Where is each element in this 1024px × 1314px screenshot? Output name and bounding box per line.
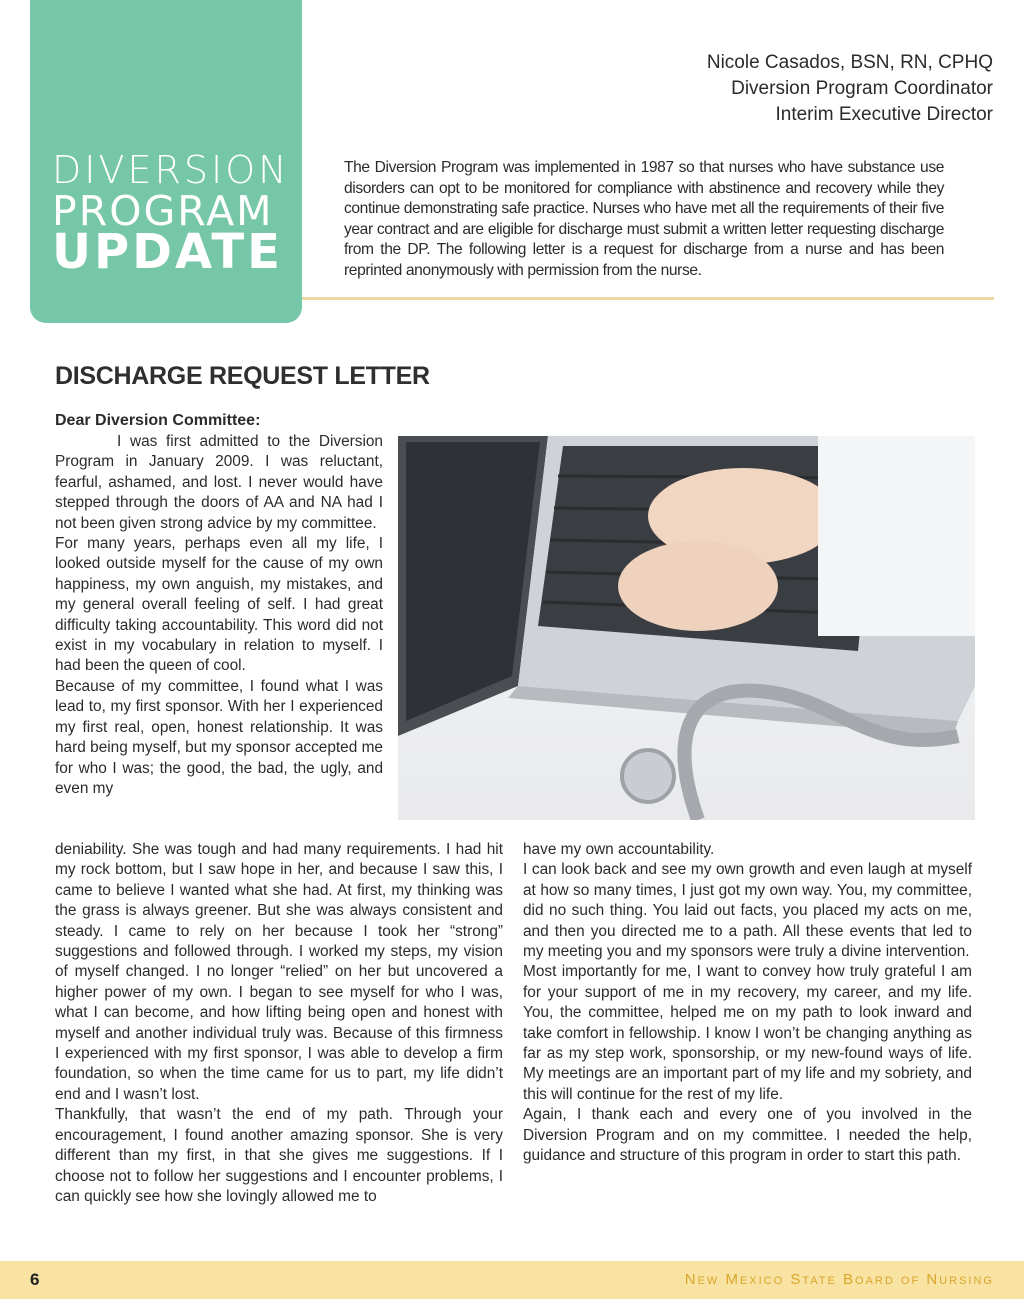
letter-column-top-left xyxy=(55,432,383,799)
laptop-stethoscope-photo xyxy=(398,436,975,820)
salutation: Dear Diversion Committee: xyxy=(55,412,261,429)
paragraph: For many years, perhaps even all my life, I looked outside myself for the cause of my own happiness, my own anguish, my mistakes, and my general overall feeling of self. I had great difficulty taking accountability. This word did not exist in my vocabulary in relation to myself. I had been the queen of cool. xyxy=(55,535,383,675)
author-block xyxy=(707,50,993,128)
paragraph: Again, I thank each and every one of you involved in the Diversion Program and on my committee. I needed the help, guidance and structure of this program in order to start this path. xyxy=(523,1106,972,1165)
paragraph: I was first admitted to the Diversion Program in January 2009. I was reluctant, fearful, ashamed, and lost. I never would have stepped through the doors of AA and NA had I not been given strong advice by my committee. xyxy=(55,433,383,532)
paragraph: Thankfully, that wasn’t the end of my path. Through your encouragement, I found another amazing sponsor. She is very different than my first, in that she gives me suggestions. If I choose not to follow her suggestions and I encounter problems, I can quickly see how she lovingly allowed me to xyxy=(55,1106,503,1205)
paragraph: have my own accountability. xyxy=(523,841,715,858)
banner-line-diversion: DIVERSION xyxy=(52,148,290,192)
stethoscope-chestpiece xyxy=(622,750,674,802)
paragraph: Because of my committee, I found what I was lead to, my first sponsor. With her I experienced my first real, open, honest relationship. It was hard being myself, but my sponsor accepted me for who I was; the good, the bad, the ugly, and even my xyxy=(55,677,383,797)
divider-rule xyxy=(302,297,994,300)
article-heading: DISCHARGE REQUEST LETTER xyxy=(55,362,430,390)
author-title-2: Interim Executive Director xyxy=(775,104,993,125)
page-number: 6 xyxy=(30,1270,40,1289)
photo-illustration xyxy=(398,436,975,820)
coat-sleeve xyxy=(818,436,975,636)
letter-column-right xyxy=(523,840,972,1167)
page-footer xyxy=(0,1261,1024,1299)
banner-line-update: UPDATE xyxy=(52,224,283,280)
section-banner xyxy=(30,0,302,323)
author-title-1: Diversion Program Coordinator xyxy=(731,78,993,99)
publication-name: New Mexico State Board of Nursing xyxy=(684,1271,994,1288)
banner-line-program: PROGRAM xyxy=(52,187,274,235)
hand-lower xyxy=(618,541,778,631)
paragraph: I can look back and see my own growth and even laugh at myself at how so many times, I just got my own way. You, my committee, did no such thing. You laid out facts, you placed my acts on me, and then you directed me to a path. All these events that led to my meeting you and my sponsors were truly a divine intervention. xyxy=(523,861,972,961)
paragraph: Most importantly for me, I want to convey how truly grateful I am for your support of me in my recovery, my career, and my life. You, the committee, helped me on my path to look inward and take comfort in fellowship. I know I won’t be changing anything as far as my step work, sponsorship, or my new-found ways of life. My meetings are an important part of my life and my sobriety, and this will continue for the rest of my life. xyxy=(523,963,972,1103)
letter-column-left xyxy=(55,840,503,1207)
paragraph: deniability. She was tough and had many requirements. I had hit my rock bottom, but I saw hope in her, and because I saw this, I came to believe I wanted what she had. At first, my thinking was the grass is always greener. But she was always consistent and steady. I came to rely on her because I took her “strong” suggestions and followed through. I worked my steps, my vision of myself changed. I no longer “relied” on her but uncovered a higher power of my own. I began to see myself for who I was, what I can become, and how lifting being open and honest with myself and another individual truly was. Because of this firmness I experienced with my first sponsor, I was able to develop a firm foundation, so when the time came for us to part, my life didn’t end and I wasn’t lost. xyxy=(55,841,503,1103)
intro-paragraph: The Diversion Program was implemented in 1987 so that nurses who have substance use disorders can opt to be monitored for compliance with abstinence and recovery while they continue demonstrating safe practice. Nurses who have met all the requirements of their five year contract and are eligible for discharge must submit a written letter requesting discharge from the DP. The following letter is a request for discharge from a nurse and has been reprinted anonymously with permission from the nurse. xyxy=(344,159,944,279)
author-name: Nicole Casados, BSN, RN, CPHQ xyxy=(706,52,993,73)
